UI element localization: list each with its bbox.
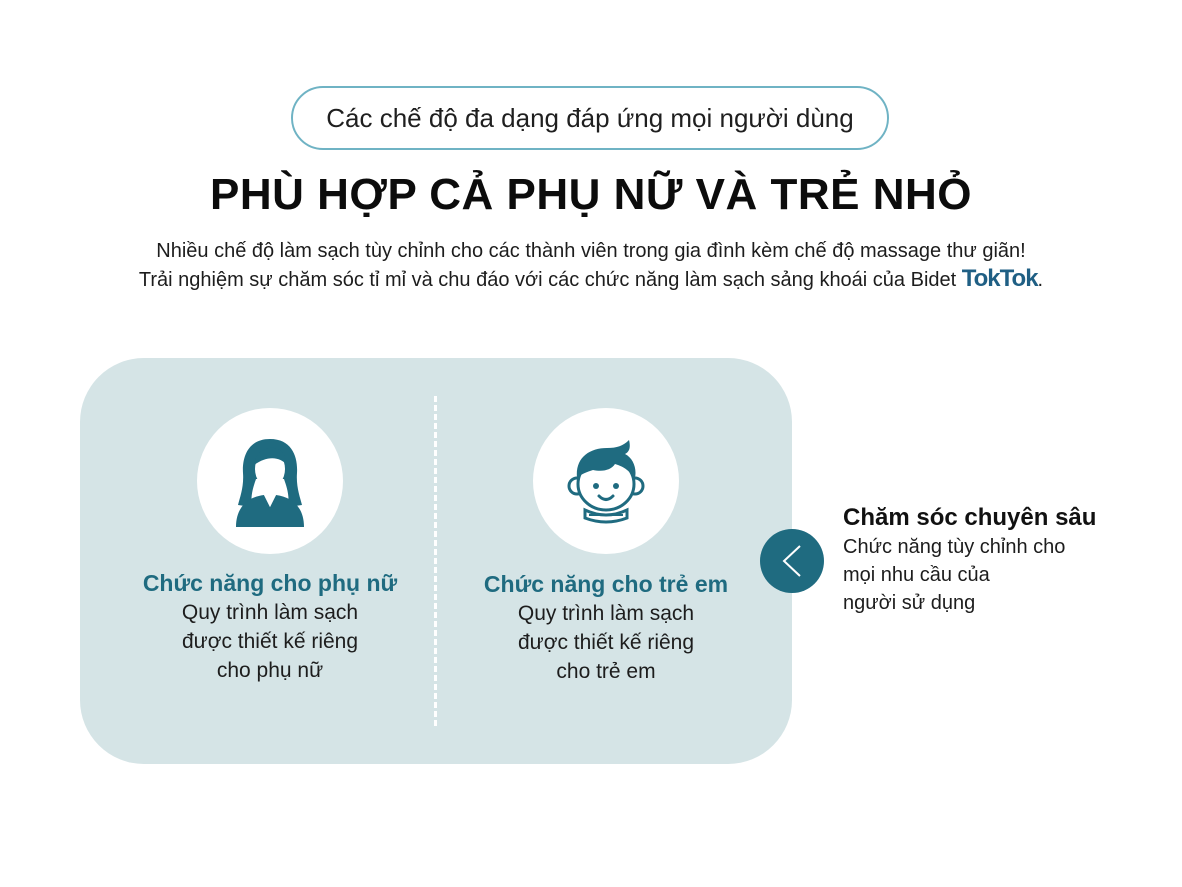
description-line-2-text: Trải nghiệm sự chăm sóc tỉ mỉ và chu đáo với các chức năng làm sạch sảng khoái của Bidet bbox=[138, 269, 962, 291]
subtitle-badge bbox=[291, 86, 889, 150]
feature-children bbox=[436, 569, 776, 686]
side-info-line-3: người sử dụng bbox=[843, 592, 976, 614]
feature-women-line-3: cho phụ nữ bbox=[216, 659, 324, 682]
description bbox=[0, 237, 1182, 294]
woman-icon-circle bbox=[197, 408, 343, 554]
previous-button[interactable] bbox=[760, 529, 824, 593]
feature-women-line-1: Quy trình làm sạch bbox=[181, 601, 359, 624]
feature-women-line-2: được thiết kế riêng bbox=[181, 630, 359, 653]
child-icon-circle bbox=[533, 408, 679, 554]
feature-children-line-2: được thiết kế riêng bbox=[517, 631, 695, 654]
description-line-1: Nhiều chế độ làm sạch tùy chỉnh cho các thành viên trong gia đình kèm chế độ massage thư giãn! bbox=[156, 240, 1026, 262]
chevron-left-icon bbox=[778, 543, 806, 579]
feature-women bbox=[100, 568, 440, 685]
feature-children-line-1: Quy trình làm sạch bbox=[517, 602, 695, 625]
child-icon bbox=[563, 438, 649, 524]
feature-children-title: Chức năng cho trẻ em bbox=[483, 571, 729, 597]
description-line-2-suffix: . bbox=[1037, 269, 1044, 291]
side-info bbox=[843, 503, 1173, 617]
side-info-line-2: mọi nhu cầu của bbox=[843, 564, 990, 586]
page-title: PHÙ HỢP CẢ PHỤ NỮ VÀ TRẺ NHỎ bbox=[210, 170, 972, 219]
feature-children-line-3: cho trẻ em bbox=[556, 660, 656, 683]
woman-icon bbox=[230, 435, 310, 527]
subtitle-badge-text: Các chế độ đa dạng đáp ứng mọi người dùng bbox=[326, 102, 854, 133]
brand-logo: TokTok bbox=[961, 265, 1038, 292]
side-info-line-1: Chức năng tùy chỉnh cho bbox=[843, 536, 1066, 558]
feature-women-title: Chức năng cho phụ nữ bbox=[142, 570, 398, 596]
side-info-title: Chăm sóc chuyên sâu bbox=[843, 504, 1097, 531]
description-line-2 bbox=[0, 265, 1182, 294]
